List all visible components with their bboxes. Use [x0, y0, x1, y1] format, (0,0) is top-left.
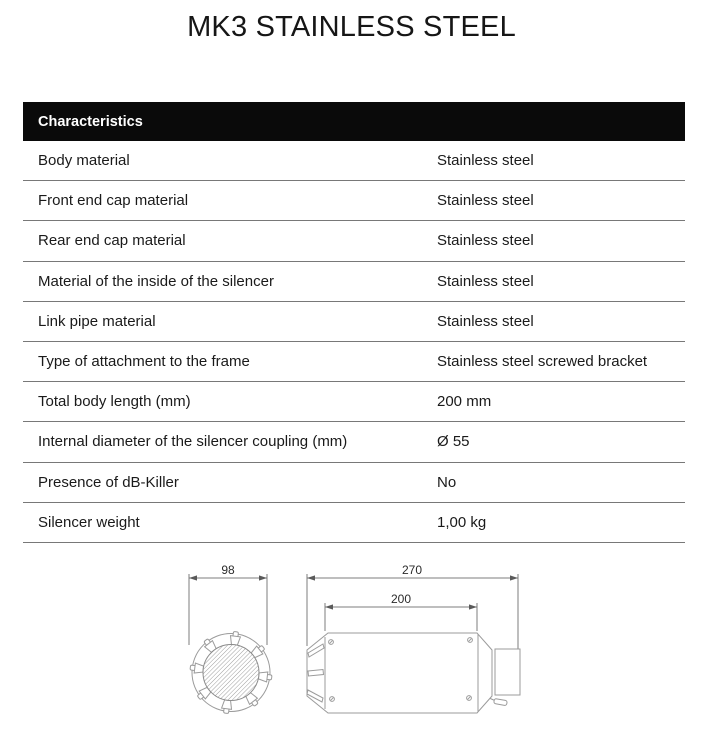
table-row [23, 463, 685, 503]
dim-200 [325, 592, 477, 631]
row-label: Material of the inside of the silencer [38, 272, 274, 290]
row-label: Rear end cap material [38, 232, 186, 250]
characteristics-table [23, 102, 685, 543]
row-label: Internal diameter of the silencer coupling (mm) [38, 433, 348, 451]
silencer-body [307, 633, 492, 713]
outlet-pipe [495, 649, 520, 695]
mesh-circle [203, 645, 259, 701]
dim-270-label: 270 [401, 563, 423, 577]
table-row [23, 342, 685, 382]
row-label: Silencer weight [38, 513, 140, 531]
row-label: Type of attachment to the frame [38, 353, 250, 371]
dim-98-label: 98 [221, 563, 235, 577]
dim-98 [189, 563, 267, 645]
row-value: Stainless steel [437, 232, 534, 250]
row-label: Front end cap material [38, 192, 189, 210]
row-value: 200 mm [437, 393, 492, 411]
row-label: Body material [38, 152, 130, 170]
dim-200-label: 200 [390, 592, 412, 606]
row-value: Stainless steel [437, 312, 534, 330]
table-row [23, 262, 685, 302]
table-row [23, 141, 685, 181]
row-value: 1,00 kg [437, 513, 487, 531]
row-value: Stainless steel screwed bracket [437, 353, 648, 371]
row-label: Presence of dB-Killer [38, 473, 179, 491]
row-value: Stainless steel [437, 192, 534, 210]
row-label: Total body length (mm) [38, 393, 191, 411]
side-view-drawing [307, 563, 520, 713]
table-row [23, 302, 685, 342]
table-row [23, 181, 685, 221]
technical-drawing [0, 550, 703, 751]
row-label: Link pipe material [38, 312, 156, 330]
front-view-drawing [189, 563, 272, 714]
table-row [23, 422, 685, 462]
table-row [23, 221, 685, 261]
table-row [23, 382, 685, 422]
page-title: MK3 STAINLESS STEEL [187, 11, 516, 43]
characteristics-header: Characteristics [23, 102, 685, 141]
row-value: Ø 55 [437, 433, 470, 451]
row-value: Stainless steel [437, 152, 534, 170]
row-value: Stainless steel [437, 272, 534, 290]
table-row [23, 503, 685, 543]
row-value: No [437, 473, 457, 491]
